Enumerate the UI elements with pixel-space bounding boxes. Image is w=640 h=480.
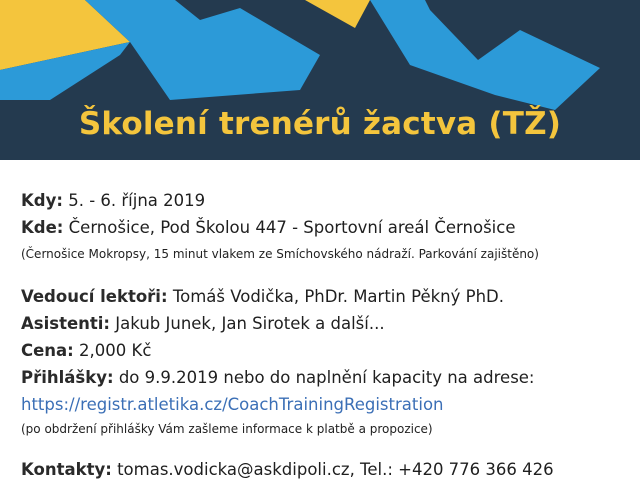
header-banner [0, 0, 640, 160]
applications-label: Přihlášky: [21, 368, 114, 387]
where-note: (Černošice Mokropsy, 15 minut vlakem ze Smíchovského nádraží. Parkování zajištěno) [21, 247, 539, 261]
blue-shape-right [370, 0, 600, 110]
contacts-row [21, 460, 554, 479]
price-value: 2,000 Kč [79, 341, 152, 360]
assistants-value: Jakub Junek, Jan Sirotek a další... [115, 314, 385, 333]
registration-link[interactable]: https://registr.atletika.cz/CoachTrainingRegistration [21, 395, 444, 414]
when-label: Kdy: [21, 191, 63, 210]
when-value: 5. - 6. října 2019 [68, 191, 206, 210]
assistants-row [21, 314, 385, 333]
applications-note: (po obdržení přihlášky Vám zašleme informace k platbě a propozice) [21, 422, 433, 436]
lecturers-label: Vedoucí lektoři: [21, 287, 168, 306]
where-label: Kde: [21, 218, 64, 237]
lecturers-row [21, 287, 504, 306]
page-title: Školení trenérů žactva (TŽ) [78, 106, 562, 142]
contacts-label: Kontakty: [21, 460, 112, 479]
lecturers-value: Tomáš Vodička, PhDr. Martin Pěkný PhD. [172, 287, 504, 306]
assistants-label: Asistenti: [21, 314, 111, 333]
when-row [21, 191, 205, 210]
price-label: Cena: [21, 341, 74, 360]
where-value: Černošice, Pod Školou 447 - Sportovní areál Černošice [68, 218, 516, 237]
where-row [21, 218, 515, 237]
yellow-shape-right [305, 0, 370, 28]
applications-value: do 9.9.2019 nebo do naplnění kapacity na adrese: [118, 368, 535, 387]
price-row [21, 341, 151, 360]
contacts-value: tomas.vodicka@askdipoli.cz, Tel.: +420 776 366 426 [117, 460, 554, 479]
applications-row [21, 368, 535, 387]
